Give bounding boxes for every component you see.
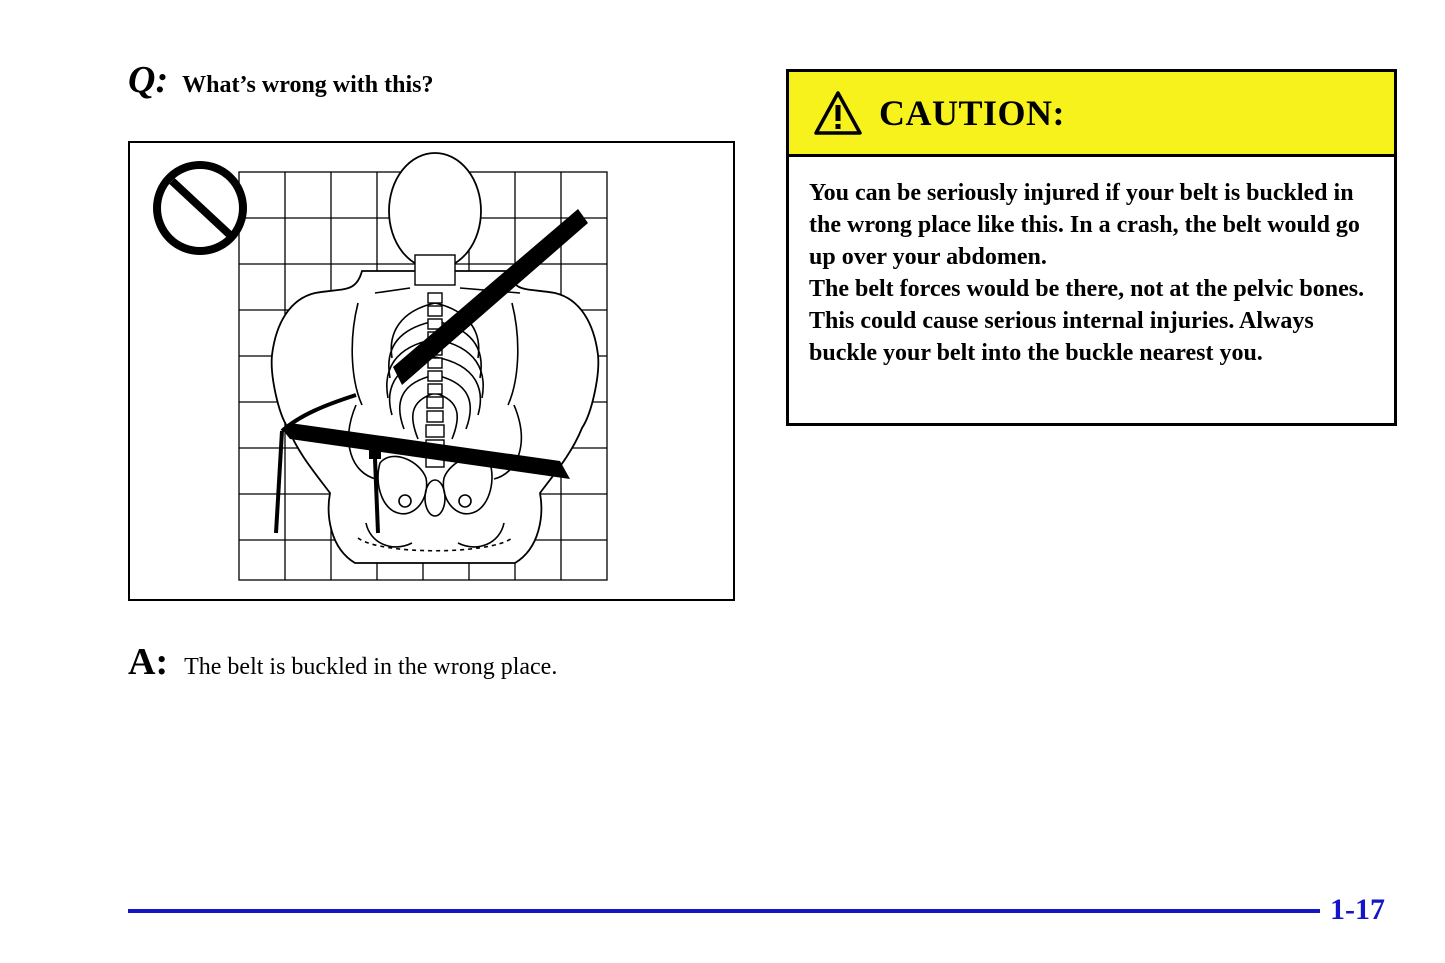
footer-rule [128,909,1320,913]
warning-triangle-icon [813,90,863,136]
caution-box [786,69,1397,426]
answer-row [128,640,557,684]
caution-body [789,157,1394,369]
skeleton-belt-drawing [130,143,733,599]
answer-text: The belt is buckled in the wrong place. [184,654,558,680]
caution-paragraph: You can be seriously injured if your belt is buckled in the wrong place like this. In a crash, the belt would go up over your abdomen. [809,180,1360,270]
question-label: Q: [128,59,169,101]
question-text: What’s wrong with this? [182,72,434,98]
answer-label: A: [128,641,169,683]
question-row [128,58,433,102]
page-number: 1-17 [1330,893,1385,926]
caution-paragraph: The belt forces would be there, not at the pelvic bones. This could cause serious internal injuries. Always buckle your belt into the buckle nearest you. [809,276,1365,366]
spine [426,293,444,467]
seat-belt-illustration [128,141,735,601]
caution-title: CAUTION: [879,93,1066,133]
prohibition-icon [157,165,243,251]
caution-header [789,72,1394,157]
